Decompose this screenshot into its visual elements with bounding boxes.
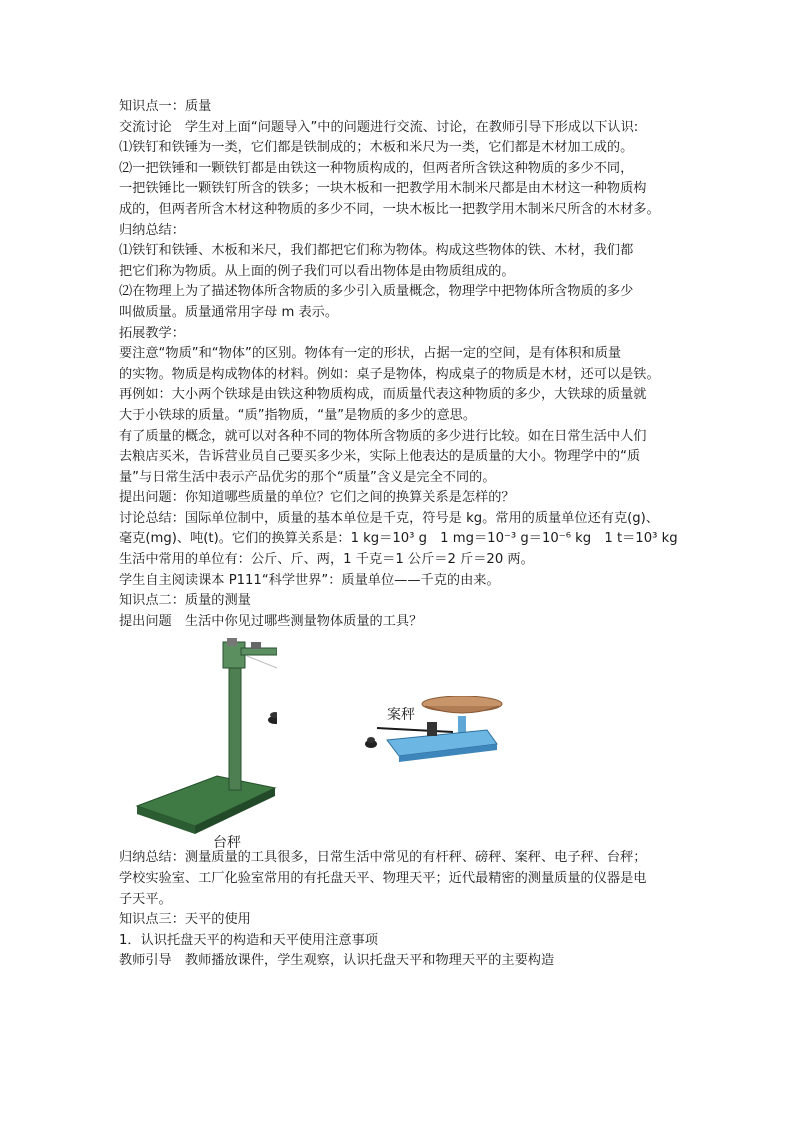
paragraph-line: 拓展教学： [119, 325, 185, 341]
paragraph-line: 学生自主阅读课本 P111“科学世界”：质量单位——千克的由来。 [119, 572, 500, 588]
paragraph-line: 一把铁锤比一颗铁钉所含的铁多；一块木板和一把教学用木制米尺都是由木材这一种物质构 [119, 181, 647, 197]
paragraph-line: ⑴铁钉和铁锤为一类，它们都是铁制成的；木板和米尺为一类，它们都是木材加工成的。 [119, 140, 634, 156]
paragraph-line: ⑵在物理上为了描述物体所含物质的多少引入质量概念，物理学中把物体所含物质的多少 [119, 284, 634, 300]
paragraph-line: 去粮店买米，告诉营业员自己要买多少米，实际上他表达的是质量的大小。物理学中的“质 [119, 449, 641, 465]
document-body [119, 97, 684, 972]
paragraph-line: ⑴铁钉和铁锤、木板和米尺，我们都把它们称为物体。构成这些物体的铁、木材，我们都 [119, 243, 634, 259]
paragraph-line: 教师引导 教师播放课件，学生观察，认识托盘天平和物理天平的主要构造 [119, 953, 555, 969]
paragraph-line: 大于小铁球的质量。“质”指物质，“量”是物质的多少的意思。 [119, 407, 477, 423]
paragraph-line: 成的，但两者所含木材这种物质的多少不同，一块木板比一把教学用木制米尺所含的木材多。 [119, 201, 660, 217]
paragraph-line: 子天平。 [119, 891, 172, 907]
paragraph-line: 把它们称为物质。从上面的例子我们可以看出物体是由物质组成的。 [119, 263, 515, 279]
paragraph-line: 量”与日常生活中表示产品优劣的那个“质量”含义是完全不同的。 [119, 469, 496, 485]
paragraph-line: ⑵一把铁锤和一颗铁钉都是由铁这一种物质构成的，但两者所含铁这种物质的多少不同， [119, 160, 634, 176]
counter-scale-image [357, 696, 507, 786]
paragraph-line: 要注意“物质”和“物体”的区别。物体有一定的形状，占据一定的空间，是有体积和质量 [119, 346, 622, 362]
platform-scale-image [127, 636, 277, 836]
paragraph-line: 提出问题：你知道哪些质量的单位？它们之间的换算关系是怎样的？ [119, 490, 515, 506]
paragraph-line: 交流讨论 学生对上面“问题导入”中的问题进行交流、讨论，在教师引导下形成以下认识: [119, 119, 639, 135]
paragraph-line: 生活中常用的单位有：公斤、斤、两，1 千克＝1 公斤＝2 斤＝20 两。 [119, 552, 534, 568]
scales-figure [119, 636, 684, 852]
text-block-2 [119, 848, 684, 972]
paragraph-line: 提出问题 生活中你见过哪些测量物体质量的工具？ [119, 613, 423, 629]
counter-scale-label: 案秤 [387, 707, 415, 724]
paragraph-line: 再例如：大小两个铁球是由铁这种物质构成，而质量代表这种物质的多少，大铁球的质量就 [119, 387, 647, 403]
paragraph-line: 1．认识托盘天平的构造和天平使用注意事项 [119, 932, 378, 948]
paragraph-line: 归纳总结：测量质量的工具很多，日常生活中常见的有杆秤、磅秤、案秤、电子秤、台秤； [119, 850, 647, 866]
paragraph-line: 有了质量的概念，就可以对各种不同的物体所含物质的多少进行比较。如在日常生活中人们 [119, 428, 647, 444]
paragraph-line: 学校实验室、工厂化验室常用的有托盘天平、物理天平；近代最精密的测量质量的仪器是电 [119, 871, 647, 887]
paragraph-line: 的实物。物质是构成物体的材料。例如：桌子是物体，构成桌子的物质是木材，还可以是铁。 [119, 366, 660, 382]
platform-scale-label: 台秤 [213, 835, 241, 852]
text-block-1 [119, 97, 684, 632]
paragraph-line: 讨论总结：国际单位制中，质量的基本单位是千克，符号是 kg。常用的质量单位还有克(g)、 [119, 510, 659, 526]
paragraph-line: 知识点一：质量 [119, 99, 212, 114]
paragraph-line: 知识点三：天平的使用 [119, 912, 251, 928]
paragraph-line: 毫克(mg)、吨(t)。它们的换算关系是：1 kg＝10³ g 1 mg＝10⁻³ g＝10⁻⁶ kg 1 t＝10³ kg [119, 531, 678, 547]
paragraph-line: 知识点二：质量的测量 [119, 593, 251, 609]
paragraph-line: 归纳总结： [119, 222, 185, 238]
paragraph-line: 叫做质量。质量通常用字母 m 表示。 [119, 304, 339, 320]
